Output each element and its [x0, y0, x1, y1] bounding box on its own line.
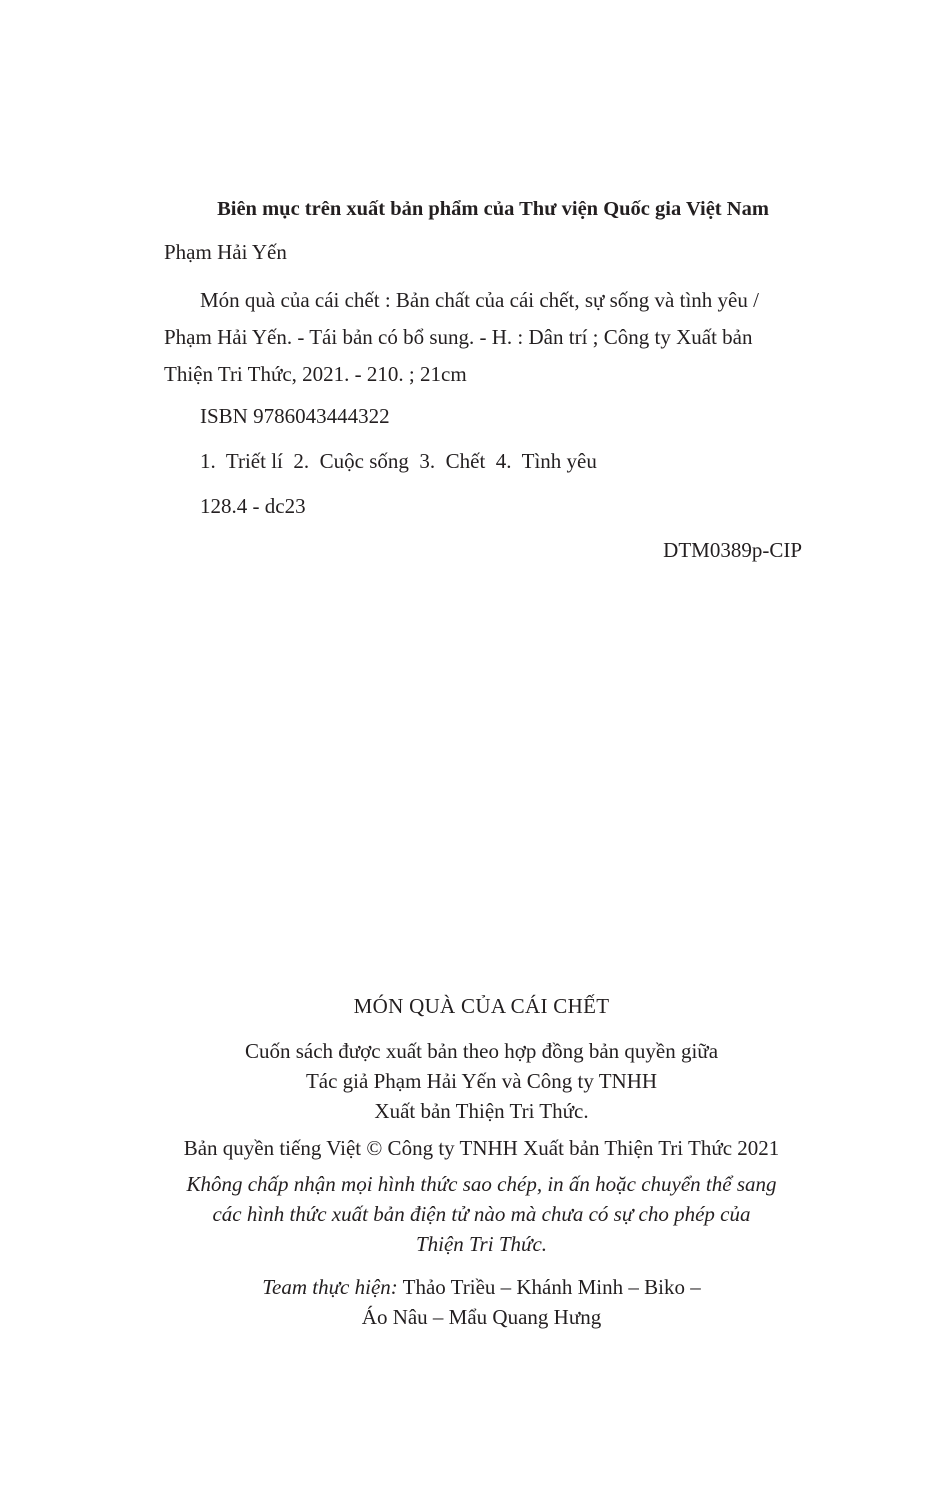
cip-heading: Biên mục trên xuất bản phẩm của Thư viện Quốc gia Việt Nam: [217, 198, 769, 220]
team-members: Thảo Triều – Khánh Minh – Biko –: [397, 1275, 701, 1299]
team-label: Team thực hiện:: [262, 1275, 398, 1299]
cip-author: Phạm Hải Yến: [164, 240, 287, 264]
notice-line: Thiện Tri Thức.: [415, 1232, 548, 1256]
rights-line: Cuốn sách được xuất bản theo hợp đồng bản quyền giữa: [244, 1039, 719, 1063]
cip-code: DTM0389p-CIP: [663, 538, 802, 562]
cip-catalog-record: [164, 196, 802, 562]
cip-isbn: ISBN 9786043444322: [200, 404, 390, 428]
cip-classification: 128.4 - dc23: [200, 494, 306, 518]
notice-line: các hình thức xuất bản điện tử nào mà chưa có sự cho phép của: [212, 1202, 751, 1226]
cip-subjects: 1. Triết lí 2. Cuộc sống 3. Chết 4. Tình yêu: [200, 449, 597, 473]
reproduction-notice: [150, 1169, 813, 1259]
rights-line: Tác giả Phạm Hải Yến và Công ty TNHH: [305, 1069, 658, 1093]
rights-line: Xuất bản Thiện Tri Thức.: [374, 1099, 589, 1123]
imprint-block: [150, 992, 813, 1332]
team-credits: [150, 1272, 813, 1332]
book-title: MÓN QUÀ CỦA CÁI CHẾT: [353, 994, 610, 1018]
notice-line: Không chấp nhận mọi hình thức sao chép, in ấn hoặc chuyển thể sang: [186, 1172, 777, 1196]
team-line-1: [150, 1272, 813, 1302]
rights-statement: [150, 1036, 813, 1126]
copyright-line: Bản quyền tiếng Việt © Công ty TNHH Xuất bản Thiện Tri Thức 2021: [183, 1136, 780, 1160]
team-line-2: Áo Nâu – Mẩu Quang Hưng: [361, 1305, 602, 1329]
cip-description: Món quà của cái chết : Bản chất của cái chết, sự sống và tình yêu / Phạm Hải Yến. - Tái bản có bổ sung. - H. : Dân trí ; Công ty Xuất bản Thiện Tri Thức, 2021. - 210. ; 21cm: [164, 288, 759, 386]
